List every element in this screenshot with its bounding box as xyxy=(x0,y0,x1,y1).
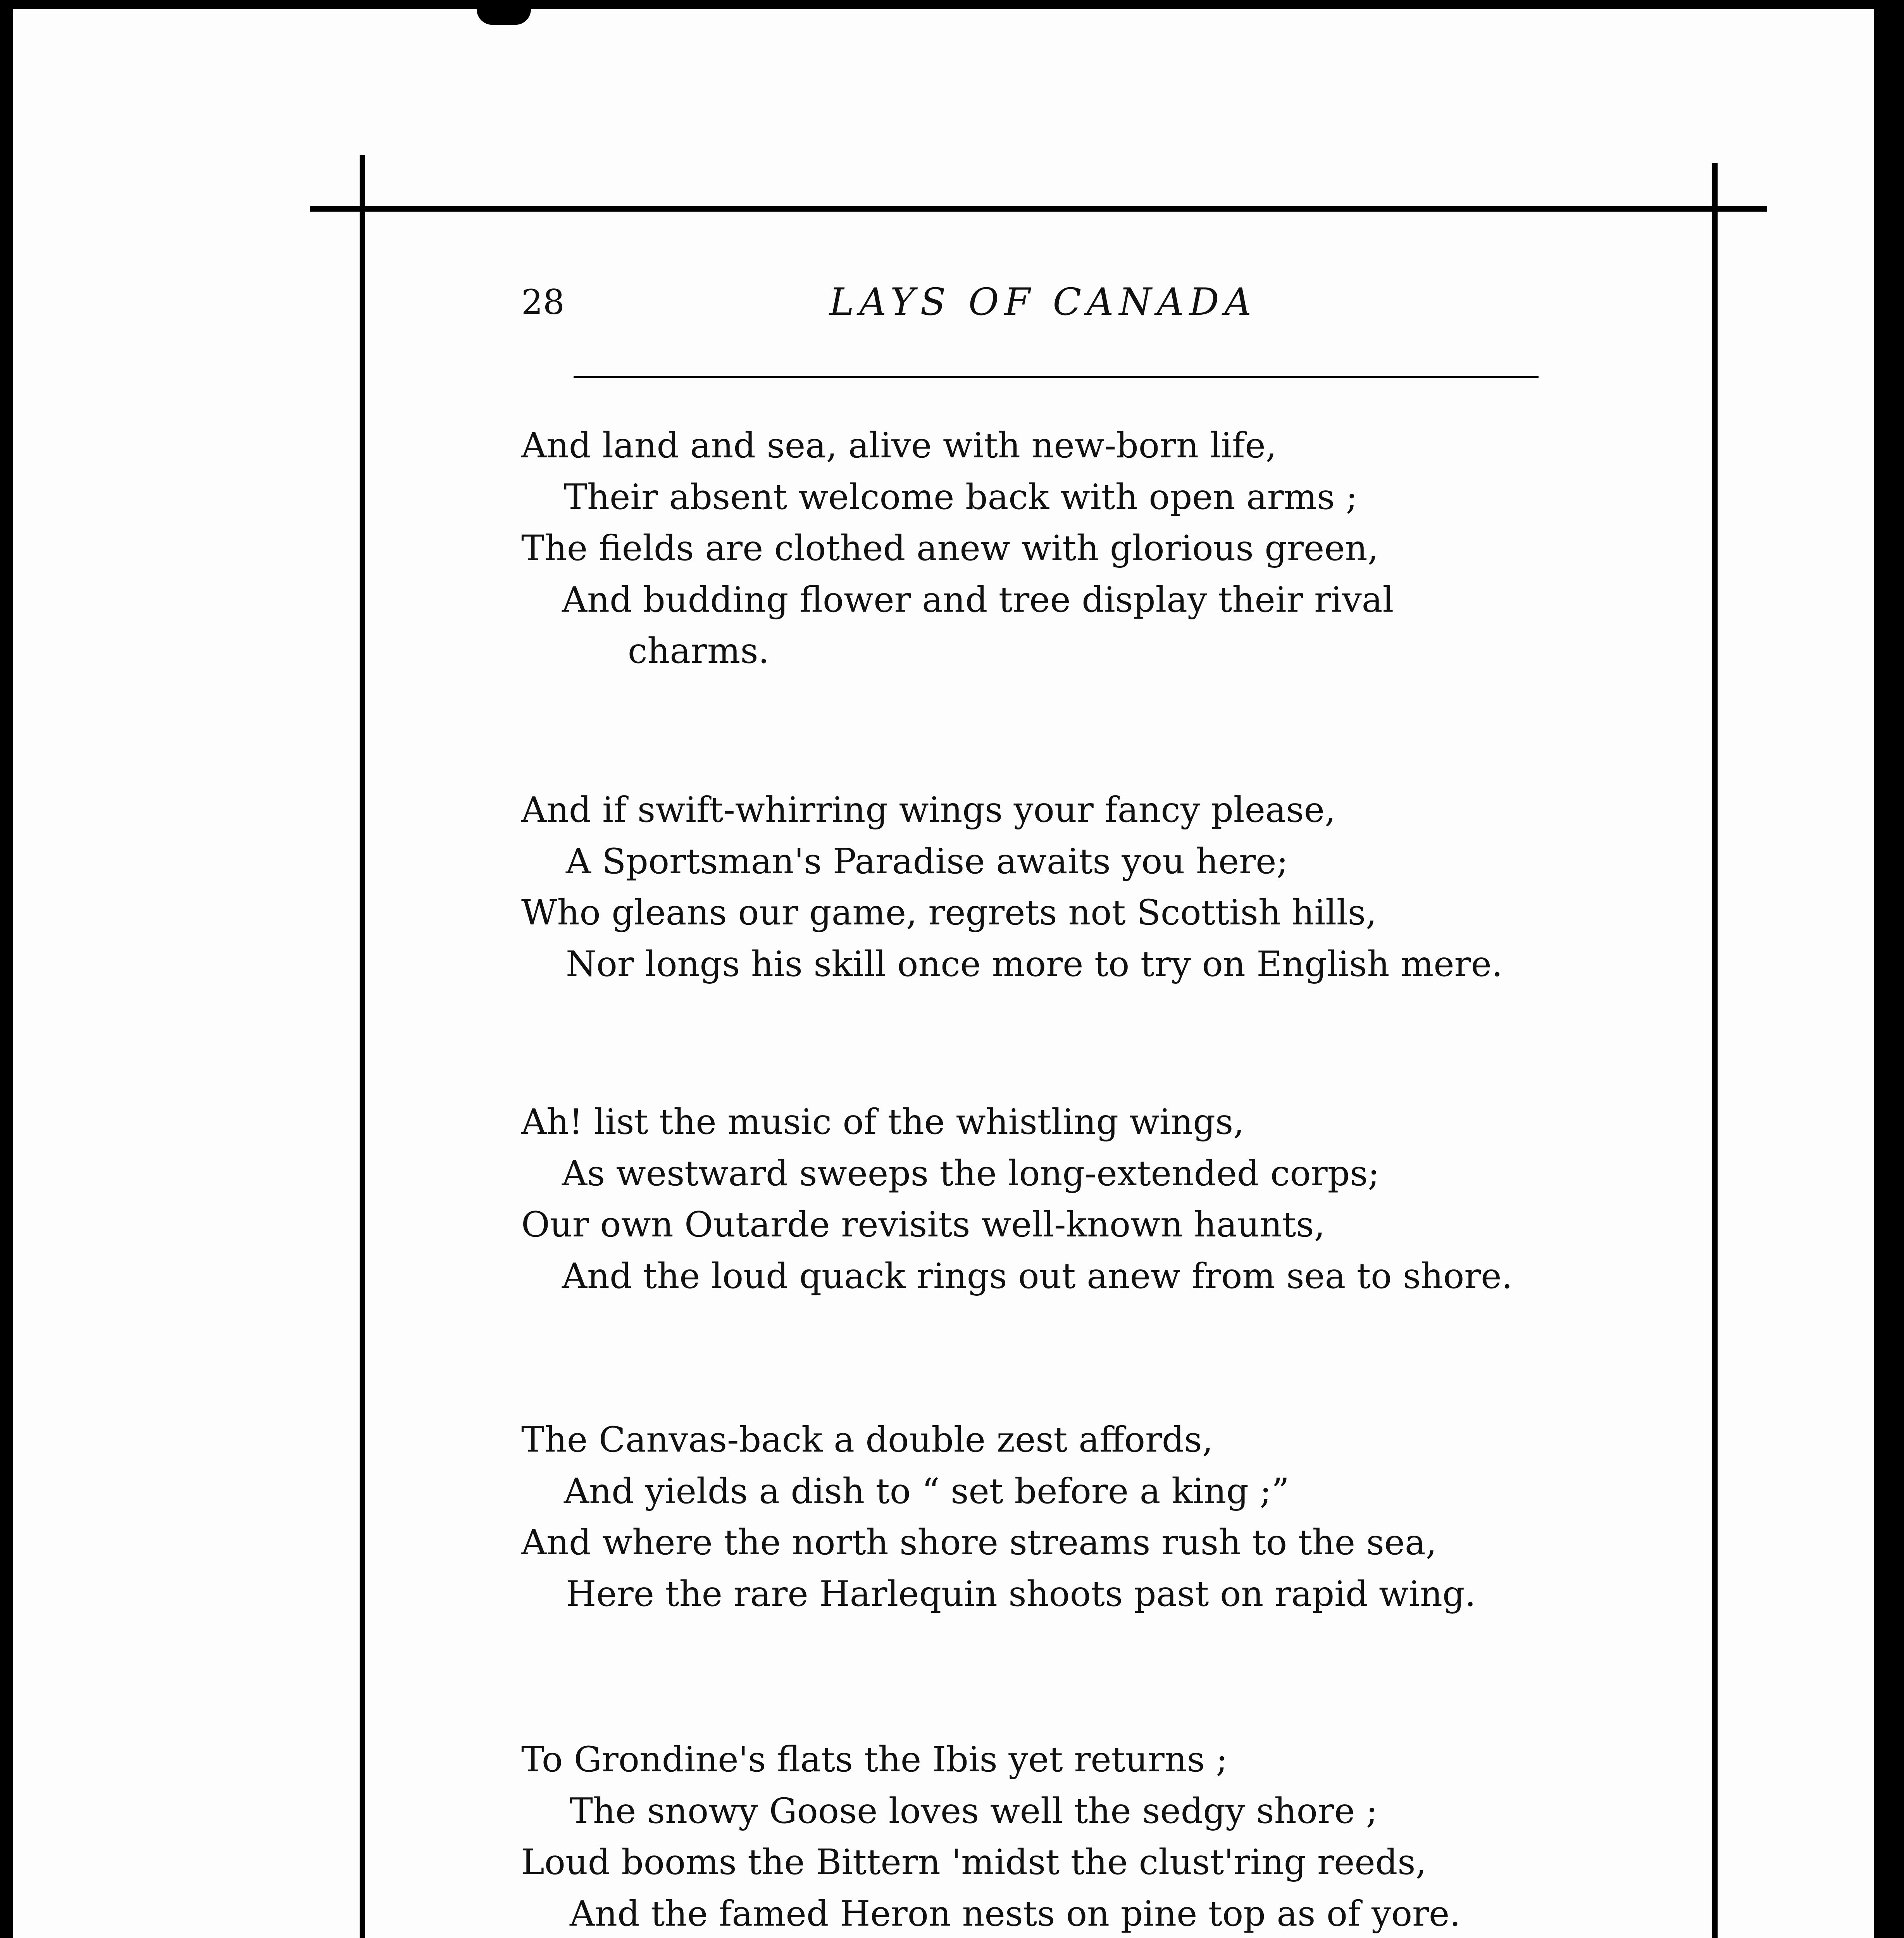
verse-line: Here the rare Harlequin shoots past on rapid wing. xyxy=(566,1574,1476,1614)
verse-line: The snowy Goose loves well the sedgy shore ; xyxy=(570,1791,1378,1831)
header-rule xyxy=(574,376,1539,378)
verse-line: Ah! list the music of the whistling wings, xyxy=(521,1102,1244,1142)
verse-line: And the loud quack rings out anew from sea to shore. xyxy=(562,1256,1513,1297)
frame-rule-right xyxy=(1712,163,1718,1938)
ink-blot xyxy=(477,9,531,25)
scan-border-left xyxy=(0,0,13,1938)
verse-line: Who gleans our game, regrets not Scottish hills, xyxy=(521,892,1377,933)
verse-line: Their absent welcome back with open arms ; xyxy=(564,477,1358,517)
scan-border-top xyxy=(0,0,1904,9)
verse-line: Loud booms the Bittern 'midst the clust'ring reeds, xyxy=(521,1842,1427,1883)
verse-line: Nor longs his skill once more to try on English mere. xyxy=(566,944,1503,985)
verse-line: The fields are clothed anew with glorious green, xyxy=(521,528,1379,569)
verse-line: To Grondine's flats the Ibis yet returns ; xyxy=(521,1739,1228,1780)
verse-line: charms. xyxy=(628,631,770,671)
verse-line: And land and sea, alive with new-born life, xyxy=(521,425,1277,466)
verse-line: Our own Outarde revisits well-known haunts, xyxy=(521,1204,1325,1245)
page-number: 28 xyxy=(521,282,565,322)
running-title: LAYS OF CANADA xyxy=(829,280,1257,324)
frame-rule-left xyxy=(360,155,365,1938)
verse-line: And the famed Heron nests on pine top as of yore. xyxy=(570,1893,1461,1934)
verse-line: As westward sweeps the long-extended corps; xyxy=(562,1153,1380,1194)
verse-line: And if swift-whirring wings your fancy please, xyxy=(521,790,1336,830)
verse-line: A Sportsman's Paradise awaits you here; xyxy=(566,841,1288,882)
verse-line: The Canvas-back a double zest affords, xyxy=(521,1419,1213,1460)
scan-border-right xyxy=(1874,0,1904,1938)
frame-rule-top xyxy=(310,206,1767,212)
verse-line: And yields a dish to “ set before a king ;” xyxy=(564,1471,1289,1512)
verse-line: And budding flower and tree display their rival xyxy=(562,579,1394,620)
verse-line: And where the north shore streams rush to the sea, xyxy=(521,1522,1437,1563)
